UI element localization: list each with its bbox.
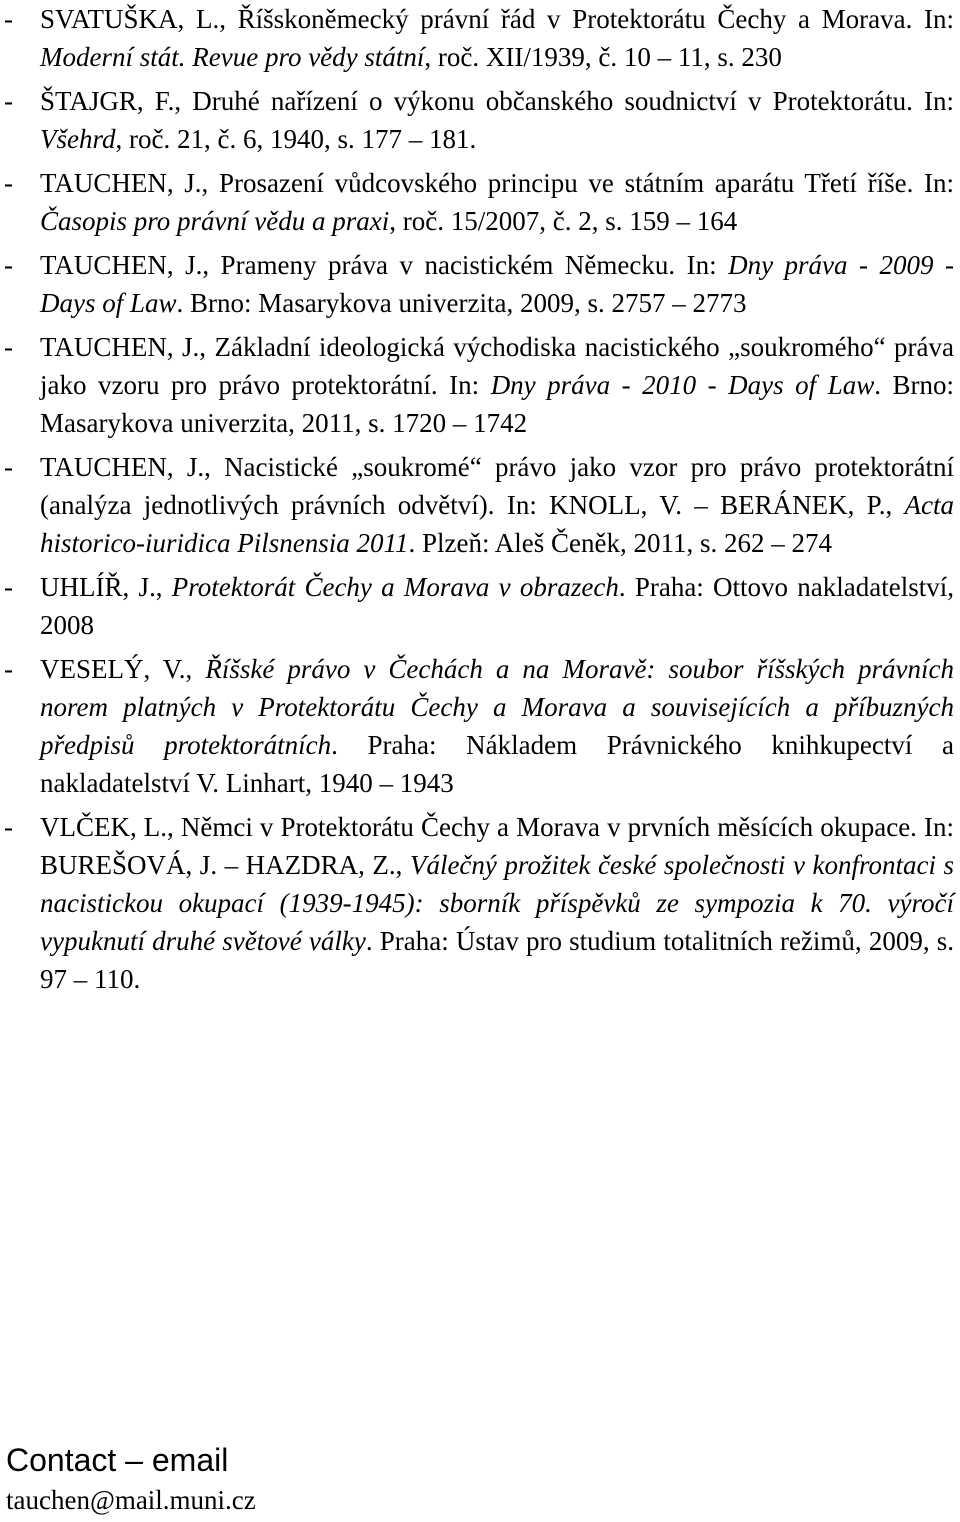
- entry-italic-title: Časopis pro právní vědu a praxi: [40, 206, 390, 236]
- entry-text: VESELÝ, V.,: [40, 654, 206, 684]
- entry-text: . Brno: Masarykova univerzita, 2011, s. 1720 – 1742: [40, 370, 954, 438]
- bibliography-entry: [0, 448, 960, 562]
- entry-italic-title: Dny práva - 2009 - Days of Law: [40, 250, 954, 318]
- contact-block: [6, 1438, 256, 1518]
- entry-text: TAUCHEN, J., Nacistické „soukromé“ právo jako vzor pro právo protektorátní (analýza jednotlivých právních odvětví). In: KNOLL, V. – BERÁNEK, P.,: [40, 452, 954, 520]
- bibliography-entry: [0, 568, 960, 644]
- entry-text: . Plzeň: Aleš Čeněk, 2011, s. 262 – 274: [408, 528, 832, 558]
- list-dash: -: [4, 654, 13, 684]
- list-dash: -: [4, 452, 13, 482]
- entry-text: ŠTAJGR, F., Druhé nařízení o výkonu občanského soudnictví v Protektorátu. In:: [40, 86, 954, 116]
- bibliography-entry: [0, 82, 960, 158]
- entry-text: TAUCHEN, J., Základní ideologická východiska nacistického „soukromého“ práva jako vzoru pro právo protektorátní. In:: [40, 332, 954, 400]
- entry-italic-title: Válečný prožitek české společnosti v konfrontaci s nacistickou okupací (1939-1945): sborník příspěvků ze sympozia k 70. výročí vypuknutí druhé světové války: [40, 850, 954, 956]
- entry-text: TAUCHEN, J., Prosazení vůdcovského principu ve státním aparátu Třetí říše. In:: [40, 168, 954, 198]
- list-dash: -: [4, 4, 13, 34]
- entry-text: . Praha: Ústav pro studium totalitních režimů, 2009, s. 97 – 110.: [40, 926, 955, 994]
- list-dash: -: [4, 572, 13, 602]
- list-dash: -: [4, 812, 13, 842]
- entry-italic-title: Acta historico-iuridica Pilsnensia 2011: [40, 490, 954, 558]
- entry-italic-title: Dny práva - 2010 - Days of Law: [490, 370, 875, 400]
- entry-italic-title: Protektorát Čechy a Morava v obrazech: [171, 572, 619, 602]
- entry-text: TAUCHEN, J., Prameny práva v nacistickém Německu. In:: [40, 250, 729, 280]
- entry-italic-title: Všehrd: [40, 124, 116, 154]
- bibliography-entry: [0, 0, 960, 76]
- entry-text: . Praha: Nákladem Právnického knihkupectví a nakladatelství V. Linhart, 1940 – 1943: [40, 730, 954, 798]
- bibliography-entry: [0, 808, 960, 998]
- entry-text: SVATUŠKA, L., Říšskoněmecký právní řád v Protektorátu Čechy a Morava. In:: [40, 4, 954, 34]
- list-dash: -: [4, 168, 13, 198]
- list-dash: -: [4, 332, 13, 362]
- entry-text: . Brno: Masarykova univerzita, 2009, s. 2757 – 2773: [176, 288, 747, 318]
- bibliography-entry: [0, 246, 960, 322]
- list-dash: -: [4, 250, 13, 280]
- bibliography-entry: [0, 650, 960, 802]
- entry-text: , roč. 21, č. 6, 1940, s. 177 – 181.: [115, 124, 477, 154]
- entry-italic-title: Moderní stát. Revue pro vědy státní: [40, 42, 425, 72]
- list-dash: -: [4, 86, 13, 116]
- entry-text: UHLÍŘ, J.,: [40, 572, 172, 602]
- entry-text: , roč. 15/2007, č. 2, s. 159 – 164: [389, 206, 738, 236]
- bibliography-entry: [0, 164, 960, 240]
- entry-italic-title: Říšské právo v Čechách a na Moravě: soubor říšských právních norem platných v Protektorátu Čechy a Morava a souvisejících a příbuzných předpisů protektorátních: [40, 654, 954, 760]
- entry-text: , roč. XII/1939, č. 10 – 11, s. 230: [424, 42, 782, 72]
- bibliography-entry: [0, 328, 960, 442]
- contact-email: tauchen@mail.muni.cz: [6, 1485, 256, 1515]
- contact-label: Contact – email: [6, 1442, 229, 1478]
- entry-text: . Praha: Ottovo nakladatelství, 2008: [40, 572, 954, 640]
- entry-text: VLČEK, L., Němci v Protektorátu Čechy a Morava v prvních měsících okupace. In: BUREŠOVÁ, J. – HAZDRA, Z.,: [40, 812, 954, 880]
